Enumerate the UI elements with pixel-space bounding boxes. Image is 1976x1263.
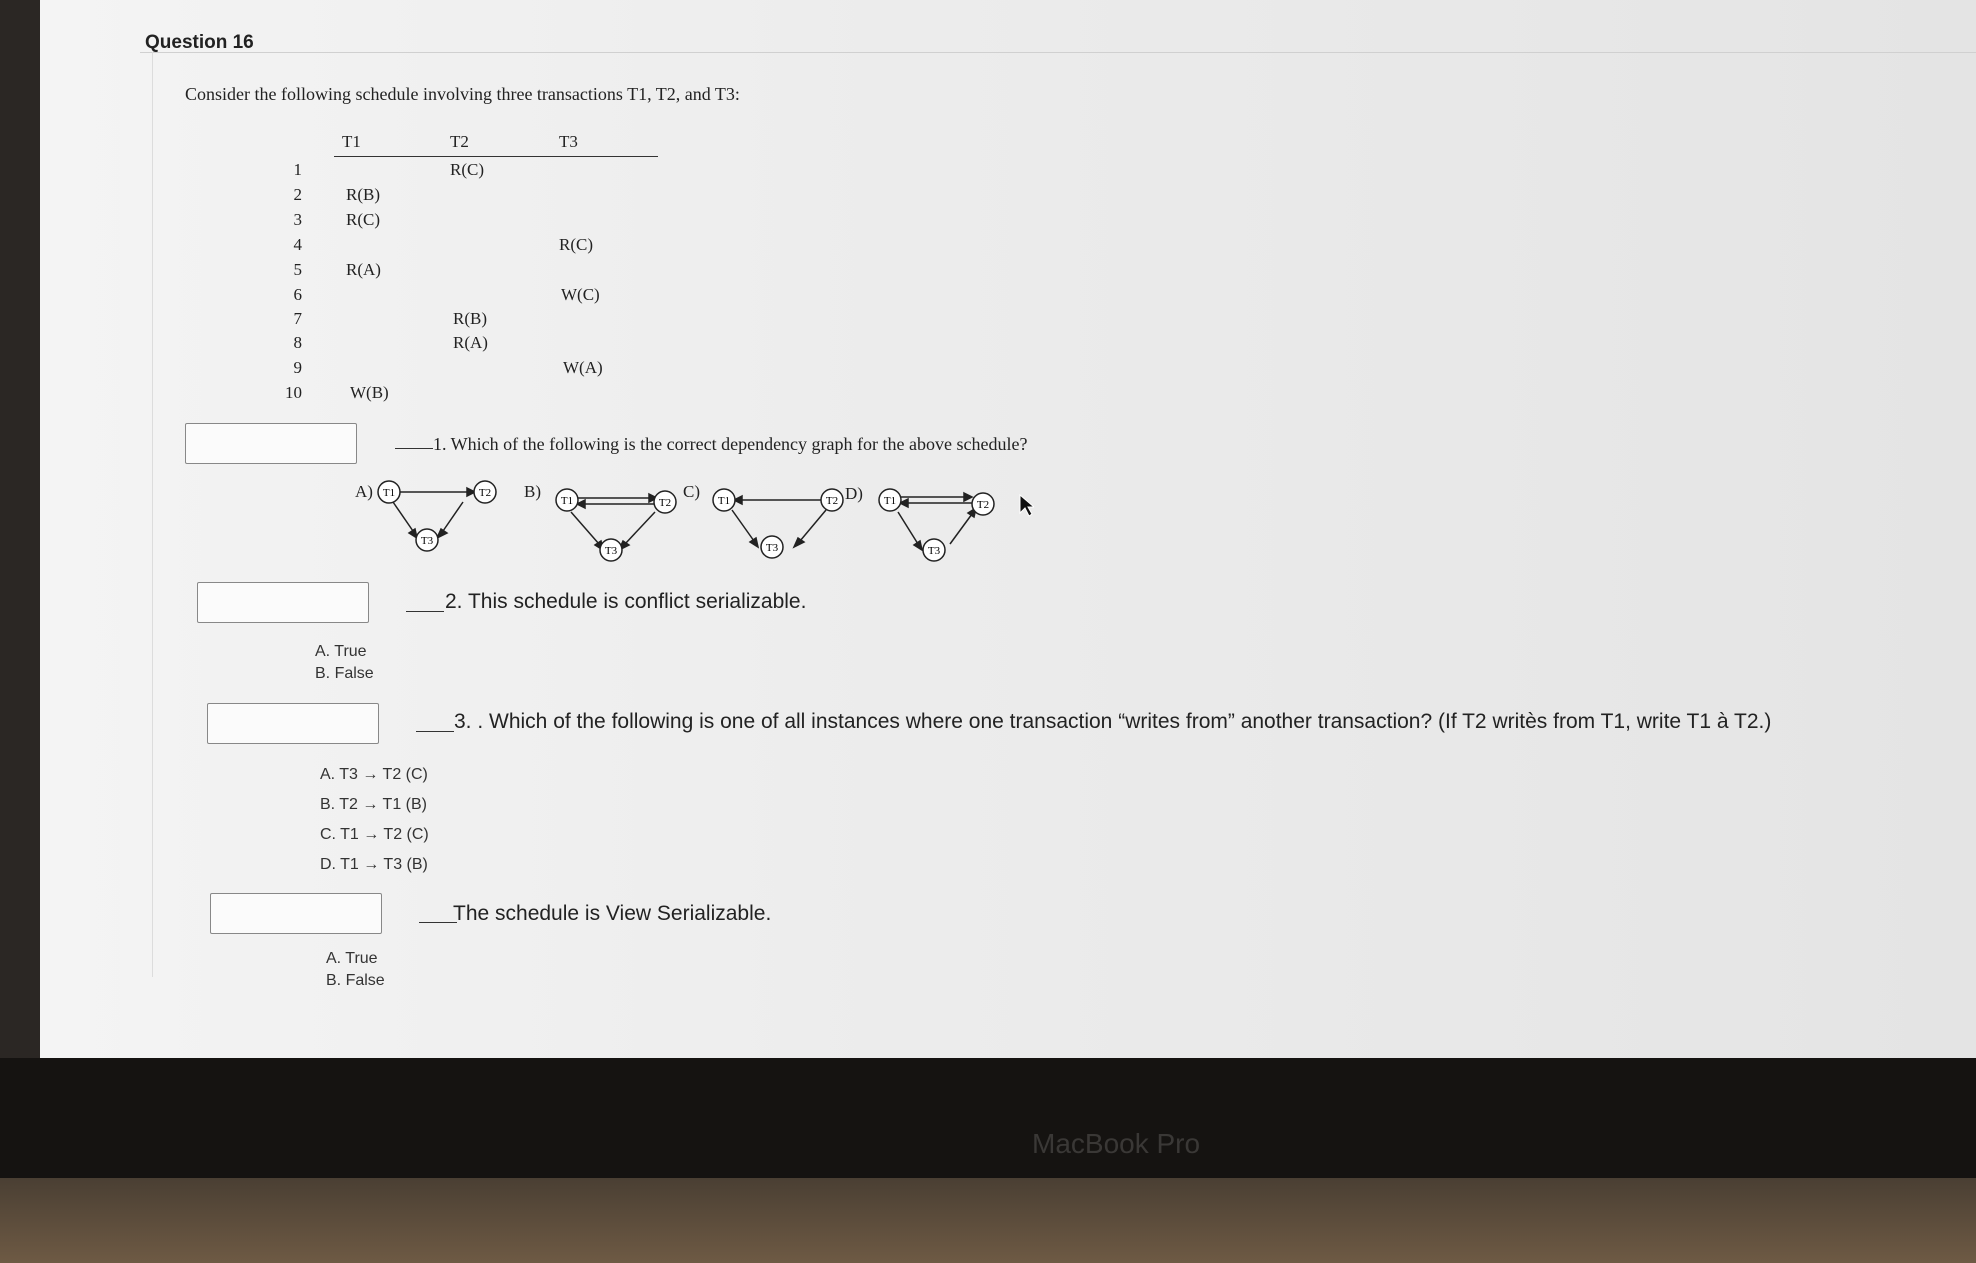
graph-a-edges [393,488,475,538]
graph-d-node-t2: T2 [976,499,990,511]
schedule-op: R(B) [346,185,380,204]
laptop-bezel [0,1058,1976,1178]
question-card-border [152,52,153,977]
schedule-op: W(C) [561,285,600,304]
q4-text: The schedule is View Serializable. [453,902,772,925]
schedule-op: R(C) [346,210,380,229]
graph-b-node-t2: T2 [658,497,672,509]
row-number: 6 [293,285,302,304]
schedule-op: W(A) [563,358,603,377]
question-title: Question 16 [145,32,254,53]
schedule-op: R(A) [453,333,488,352]
row-number: 10 [285,383,302,402]
q2-answer-field[interactable] [197,582,369,623]
graph-d-label: D) [845,484,863,503]
graph-a-diagram [375,478,525,554]
graph-a-label: A) [355,482,373,501]
graph-b-node-t3: T3 [604,545,618,557]
q2-option-a: A. True [315,643,367,660]
graph-c-diagram [702,486,852,562]
q3-option-d: D. T1 → T3 (B) [320,856,428,873]
laptop-base [0,1178,1976,1263]
schedule-header-t1: T1 [342,132,361,151]
row-number: 2 [293,185,302,204]
graph-b-node-t1: T1 [560,495,574,507]
q3-option-c: C. T1 → T2 (C) [320,826,429,843]
schedule-op: R(B) [453,309,487,328]
graph-c-node-t3: T3 [765,542,779,554]
graph-b-diagram [545,488,695,564]
q1-blank-line [395,448,433,449]
row-number: 1 [293,160,302,179]
schedule-header-t2: T2 [450,132,469,151]
q4-option-b: B. False [326,972,385,989]
q3-text: 3. . Which of the following is one of all instances where one transaction “writes from” another transaction? (If T2 writès from T1, write T1 à T2.) [454,710,1772,733]
row-number: 9 [293,358,302,377]
graph-c-node-t1: T1 [717,495,731,507]
graph-d-node-t1: T1 [883,495,897,507]
q3-answer-field[interactable] [207,703,379,744]
device-brand-label: MacBook Pro [1032,1128,1201,1159]
q4-answer-field[interactable] [210,893,382,934]
row-number: 4 [293,235,302,254]
schedule-op: R(C) [450,160,484,179]
q1-text: 1. Which of the following is the correct dependency graph for the above schedule? [433,434,1028,454]
row-number: 5 [293,260,302,279]
row-number: 7 [293,309,302,328]
schedule-header-rule [334,156,658,157]
q3-option-b: B. T2 → T1 (B) [320,796,427,813]
q1-answer-field[interactable] [185,423,357,464]
q3-option-a: A. T3 → T2 (C) [320,766,428,783]
graph-a-node-t3: T3 [420,535,434,547]
mouse-pointer-icon [1018,494,1034,518]
graph-c-node-t2: T2 [825,495,839,507]
graph-c-label: C) [683,482,700,501]
row-number: 8 [293,333,302,352]
schedule-op: W(B) [350,383,389,402]
question-header-divider [140,52,1976,53]
graph-b-label: B) [524,482,541,501]
browser-screen [40,0,1976,1058]
question-intro: Consider the following schedule involving three transactions T1, T2, and T3: [185,84,740,104]
schedule-header-t3: T3 [559,132,578,151]
q4-blank-line [419,922,457,923]
graph-d-node-t3: T3 [927,545,941,557]
schedule-op: R(A) [346,260,381,279]
q3-blank-line [416,731,454,732]
q4-option-a: A. True [326,950,378,967]
row-number: 3 [293,210,302,229]
q2-blank-line [406,611,444,612]
q2-text: 2. This schedule is conflict serializable. [445,590,807,613]
schedule-op: R(C) [559,235,593,254]
graph-a-node-t2: T2 [478,487,492,499]
graph-d-diagram [868,488,1018,564]
q2-option-b: B. False [315,665,374,682]
graph-a-node-t1: T1 [382,487,396,499]
